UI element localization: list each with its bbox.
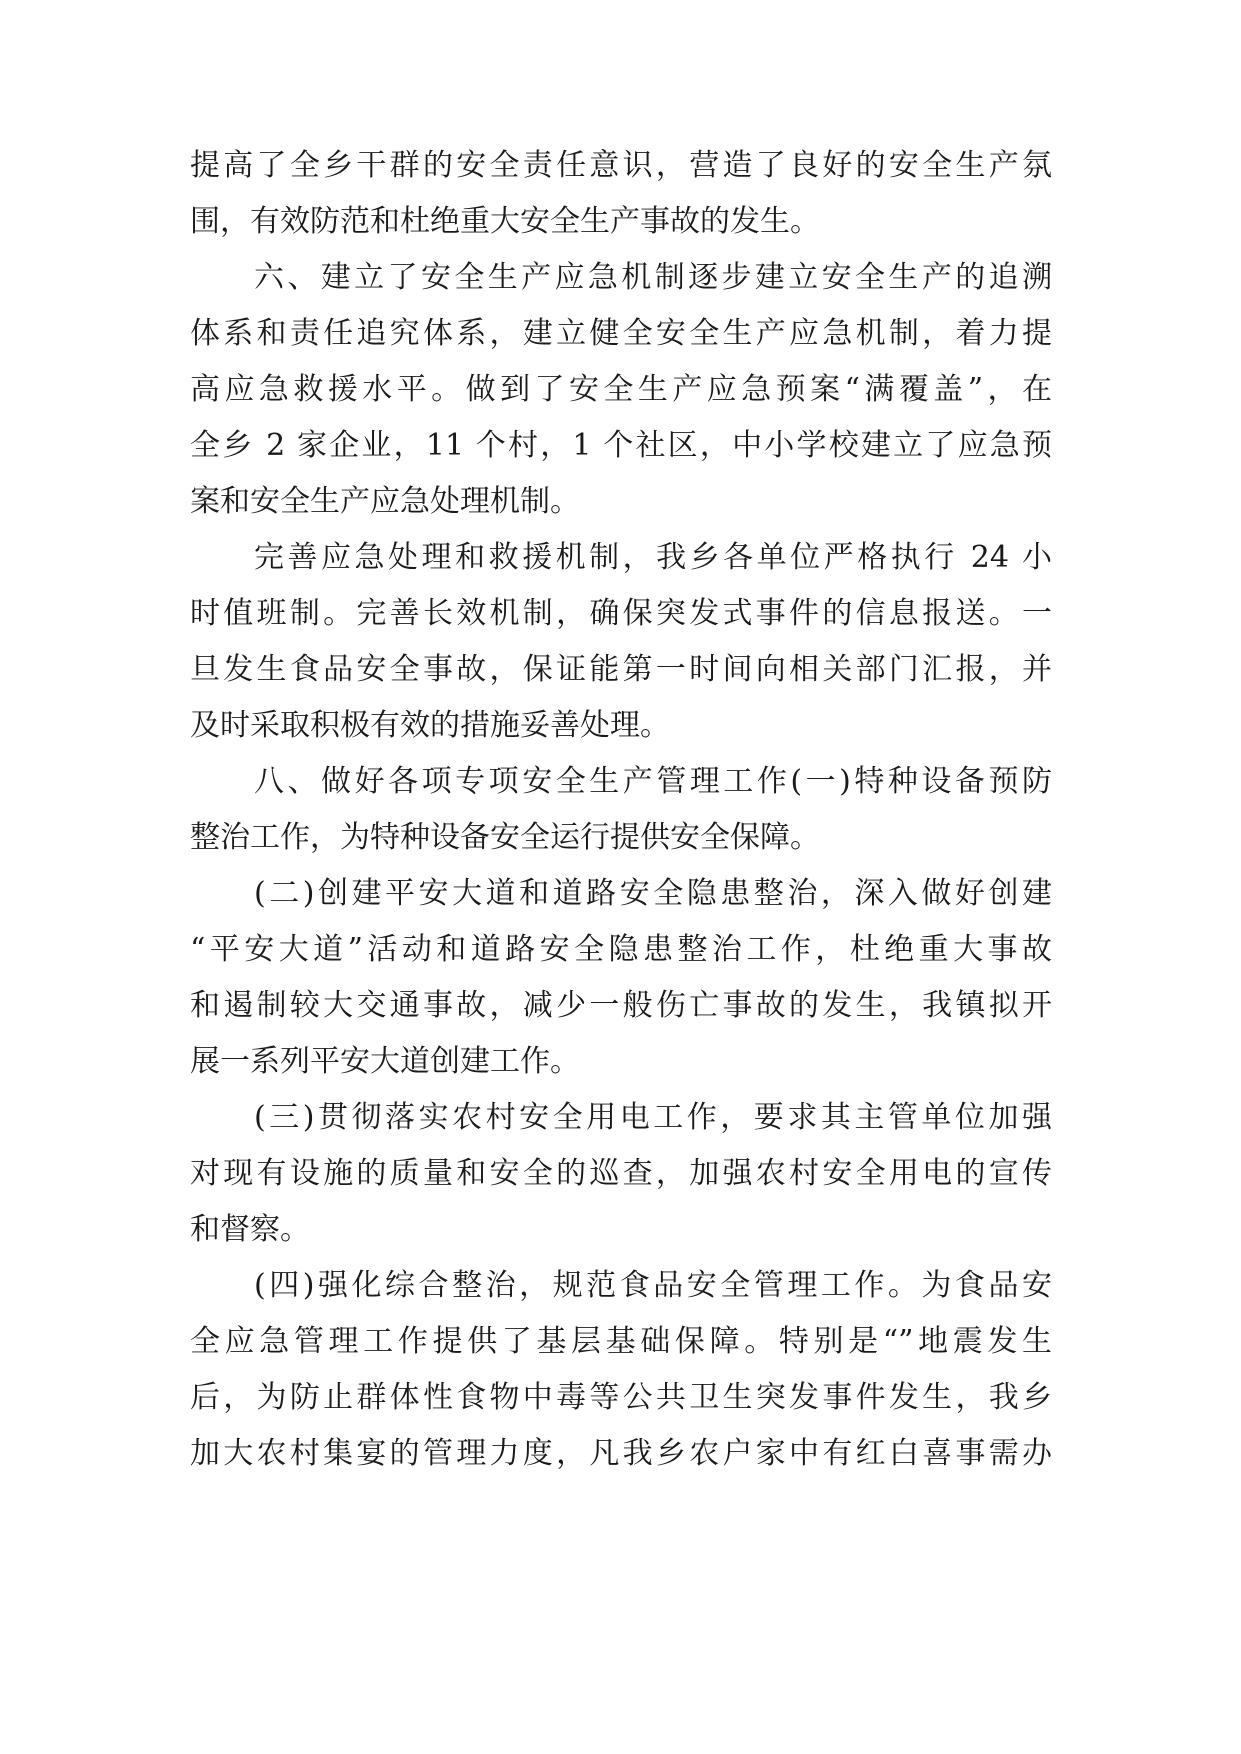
text-line: 体系和责任追究体系，建立健全安全生产应急机制，着力提 — [190, 316, 1052, 351]
text-line: 和遏制较大交通事故，减少一般伤亡事故的发生，我镇拟开 — [190, 988, 1052, 1023]
text-line: 和督察。 — [190, 1212, 310, 1247]
text-line: 案和安全生产应急处理机制。 — [190, 484, 580, 519]
text-line: 时值班制。完善长效机制，确保突发式事件的信息报送。一 — [190, 596, 1052, 631]
text-line: 全应急管理工作提供了基层基础保障。特别是“”地震发生 — [190, 1324, 1052, 1359]
text-line: 提高了全乡干群的安全责任意识，营造了良好的安全生产氛 — [190, 148, 1052, 183]
text-line: 六、建立了安全生产应急机制逐步建立安全生产的追溯 — [254, 260, 1052, 295]
text-line: 高应急救援水平。做到了安全生产应急预案“满覆盖”，在 — [190, 372, 1052, 407]
text-line: 旦发生食品安全事故，保证能第一时间向相关部门汇报，并 — [190, 652, 1052, 687]
text-line: 整治工作，为特种设备安全运行提供安全保障。 — [190, 820, 820, 855]
text-line: 完善应急处理和救援机制，我乡各单位严格执行 24 小 — [254, 540, 1052, 575]
text-line: 及时采取积极有效的措施妥善处理。 — [190, 708, 670, 743]
text-line: 围，有效防范和杜绝重大安全生产事故的发生。 — [190, 204, 820, 239]
document-body — [190, 138, 1052, 1482]
text-line: 对现有设施的质量和安全的巡查，加强农村安全用电的宣传 — [190, 1156, 1052, 1191]
text-line: (二)创建平安大道和道路安全隐患整治，深入做好创建 — [254, 876, 1052, 911]
text-line: 全乡 2 家企业，11 个村，1 个社区，中小学校建立了应急预 — [190, 428, 1052, 463]
text-line: 加大农村集宴的管理力度，凡我乡农户家中有红白喜事需办 — [190, 1436, 1052, 1471]
text-line: (三)贯彻落实农村安全用电工作，要求其主管单位加强 — [254, 1100, 1052, 1135]
text-line: “平安大道”活动和道路安全隐患整治工作，杜绝重大事故 — [190, 932, 1052, 967]
text-line: 八、做好各项专项安全生产管理工作(一)特种设备预防 — [254, 764, 1052, 799]
text-line: 后，为防止群体性食物中毒等公共卫生突发事件发生，我乡 — [190, 1380, 1052, 1415]
text-line: 展一系列平安大道创建工作。 — [190, 1044, 580, 1079]
text-line: (四)强化综合整治，规范食品安全管理工作。为食品安 — [254, 1268, 1052, 1303]
